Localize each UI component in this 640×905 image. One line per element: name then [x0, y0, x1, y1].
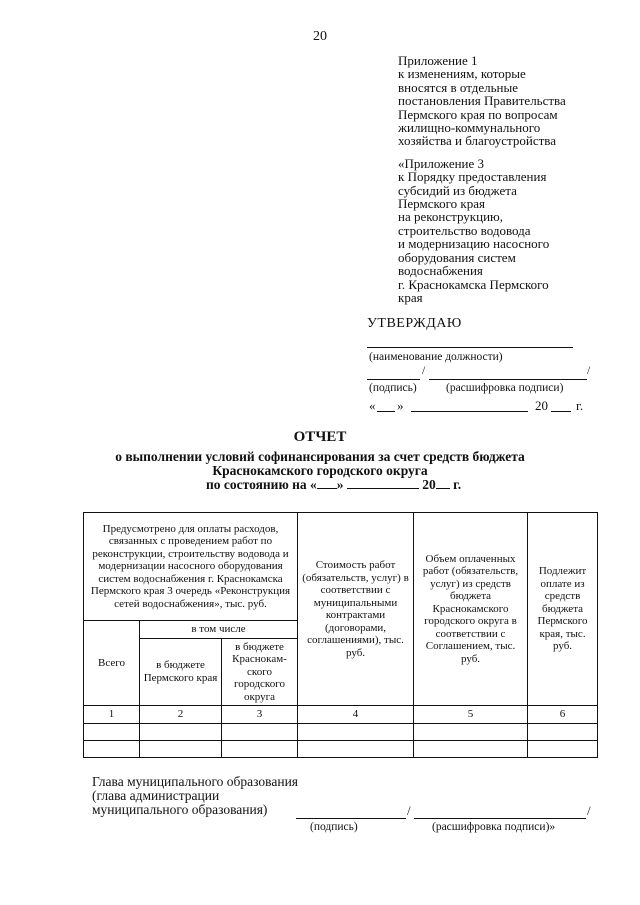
footer-signature-line	[296, 818, 406, 819]
appendix-3-line: края	[398, 289, 423, 305]
appendix-3-line: Пермского края	[398, 196, 485, 212]
signature-caption: (подпись)	[369, 382, 417, 394]
column-numbers-row	[84, 706, 598, 724]
date-year-prefix: 20	[535, 398, 548, 413]
signature-separator: /	[422, 365, 426, 377]
header-payable: Подлежит оплате из средств бюджета Пермского края, тыс. руб.	[528, 513, 598, 706]
footer-signature-caption: (подпись)	[310, 821, 358, 833]
report-subtitle: о выполнении условий софинансирования за счет средств бюджета	[115, 449, 525, 464]
footer-line: (глава администрации	[92, 788, 220, 803]
appendix-3-line: субсидий из бюджета	[398, 182, 517, 198]
appendix-1-line: жилищно-коммунального	[398, 120, 541, 136]
footer-decoding-line	[414, 818, 586, 819]
signature-line	[367, 379, 420, 380]
report-subtitle: Краснокамского городского округа	[212, 463, 428, 478]
header-including: в том числе	[140, 621, 298, 639]
column-number: 5	[414, 706, 528, 724]
appendix-block	[398, 54, 618, 304]
appendix-3-line: водоснабжения	[398, 263, 483, 279]
header-regional: в бюджете Пермского края	[140, 638, 222, 706]
position-caption: (наименование должности)	[369, 351, 503, 363]
report-date-prefix: по состоянию на «	[206, 477, 317, 492]
table-row	[84, 723, 598, 740]
position-line	[367, 347, 573, 348]
header-paid: Объем оплаченных работ (обязательств, услуг) из средств бюджета Краснокамского городского округа в соответствии с Соглашением, тыс. руб.	[414, 513, 528, 706]
footer-separator: /	[407, 803, 411, 818]
report-date-day-blank	[317, 477, 337, 489]
report-date-year: 20	[422, 477, 436, 492]
report-date	[206, 477, 461, 493]
column-number: 3	[222, 706, 298, 724]
footer-line: Глава муниципального образования	[92, 774, 299, 789]
appendix-1-line: Приложение 1	[398, 53, 478, 68]
appendix-3-line: строительство водовода	[398, 222, 531, 238]
footer-line: муниципального образования)	[92, 802, 268, 817]
report-date-suffix: г.	[453, 477, 462, 492]
footer-decoding-caption: (расшифровка подписи)»	[432, 821, 556, 833]
date-day-line	[377, 411, 395, 412]
decoding-line	[429, 379, 587, 380]
report-date-month-blank	[347, 477, 419, 489]
appendix-1-line: к изменениям, которые	[398, 66, 526, 82]
appendix-1-line: постановления Правительства	[398, 93, 566, 109]
appendix-3-line: «Приложение 3	[398, 155, 485, 171]
appendix-3-line: на реконструкцию,	[398, 209, 503, 225]
column-number: 4	[298, 706, 414, 724]
approval-title: УТВЕРЖДАЮ	[367, 316, 462, 331]
appendix-1-line: вносятся в отдельные	[398, 79, 518, 95]
date-close-quote: »	[397, 398, 404, 413]
report-date-year-blank	[436, 477, 450, 489]
decoding-caption: (расшифровка подписи)	[446, 382, 564, 394]
appendix-3-line: к Порядку предоставления	[398, 169, 547, 185]
date-open-quote: «	[369, 398, 376, 413]
header-total: Всего	[84, 621, 140, 706]
appendix-1-line: Пермского края по вопросам	[398, 106, 558, 122]
date-year-suffix: г.	[576, 398, 584, 413]
header-municipal: в бюджете Краснокам-ского городского округа	[222, 638, 298, 706]
report-table	[83, 512, 598, 758]
column-number: 6	[528, 706, 598, 724]
table-row	[84, 740, 598, 757]
date-year-line	[551, 411, 571, 412]
signature-separator-end: /	[587, 365, 591, 377]
header-planned: Предусмотрено для оплаты расходов, связанных с проведением работ по реконструкции, строительству водовода и модернизации насосного оборудования систем водоснабжения г. Краснокамска Пермского края 3 очередь «Реконструкция сетей водоснабжения», тыс. руб.	[84, 513, 298, 621]
footer-separator-end: /	[587, 803, 591, 818]
column-number: 1	[84, 706, 140, 724]
appendix-1-line: хозяйства и благоустройства	[398, 133, 557, 149]
report-heading: ОТЧЕТ	[293, 429, 347, 445]
header-cost: Стоимость работ (обязательств, услуг) в соответствии с муниципальными контрактами (договорами, соглашениями), тыс. руб.	[298, 513, 414, 706]
appendix-3-line: г. Краснокамска Пермского	[398, 276, 549, 292]
column-number: 2	[140, 706, 222, 724]
appendix-3-line: оборудования систем	[398, 249, 516, 265]
appendix-3-line: и модернизацию насосного	[398, 236, 550, 252]
report-date-mid: »	[336, 477, 344, 492]
date-month-line	[411, 411, 528, 412]
page-number: 20	[313, 29, 327, 44]
